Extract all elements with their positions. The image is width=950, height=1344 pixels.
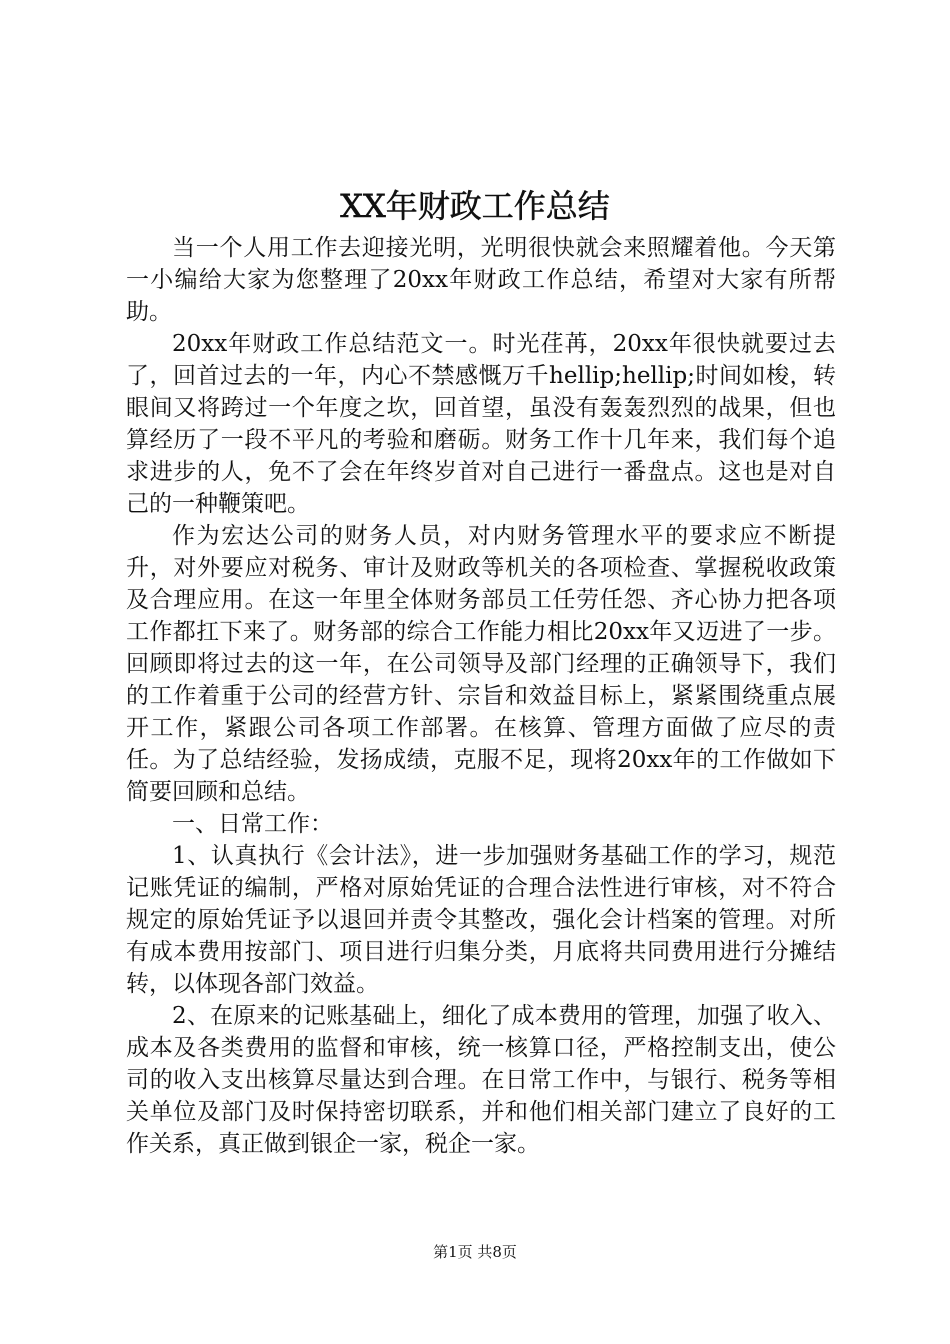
paragraph-item-2: 2、在原来的记账基础上，细化了成本费用的管理，加强了收入、成本及各类费用的监督和审核，统一核算口径，严格控制支出，使公司的收入支出核算尽量达到合理。在日常工作中，与银行、税务等相关单位及部门及时保持密切联系，并和他们相关部门建立了良好的工作关系，真正做到银企一家，税企一家。 (126, 1003, 836, 1157)
paragraph-finance-staff: 作为宏达公司的财务人员，对内财务管理水平的要求应不断提升，对外要应对税务、审计及财政等机关的各项检查、掌握税收政策及合理应用。在这一年里全体财务部员工任劳任怨、齐心协力把各项工作都扛下来了。财务部的综合工作能力相比20xx年又迈进了一步。回顾即将过去的这一年，在公司领导及部门经理的正确领导下，我们的工作着重于公司的经营方针、宗旨和效益目标上，紧紧围绕重点展开工作，紧跟公司各项工作部署。在核算、管理方面做了应尽的责任。为了总结经验，发扬成绩，克服不足，现将20xx年的工作做如下简要回顾和总结。 (126, 523, 836, 805)
paragraph-item-1: 1、认真执行《会计法》，进一步加强财务基础工作的学习，规范记账凭证的编制，严格对原始凭证的合理合法性进行审核，对不符合规定的原始凭证予以退回并责令其整改，强化会计档案的管理。对所有成本费用按部门、项目进行归集分类，月底将共同费用进行分摊结转，以体现各部门效益。 (126, 843, 836, 997)
document-body (126, 232, 836, 1160)
paragraph-intro: 当一个人用工作去迎接光明，光明很快就会来照耀着他。今天第一小编给大家为您整理了20xx年财政工作总结，希望对大家有所帮助。 (126, 235, 836, 325)
paragraph-summary-sample: 20xx年财政工作总结范文一。时光荏苒，20xx年很快就要过去了，回首过去的一年，内心不禁感慨万千hellip;hellip;时间如梭，转眼间又将跨过一个年度之坎，回首望，虽没有轰轰烈烈的战果，但也算经历了一段不平凡的考验和磨砺。财务工作十几年来，我们每个追求进步的人，免不了会在年终岁首对自己进行一番盘点。这也是对自己的一种鞭策吧。 (126, 331, 836, 517)
document-title: XX年财政工作总结 (340, 187, 610, 225)
section-heading-daily-work: 一、日常工作： (172, 811, 333, 837)
page-number-footer: 第1页 共8页 (433, 1243, 517, 1261)
